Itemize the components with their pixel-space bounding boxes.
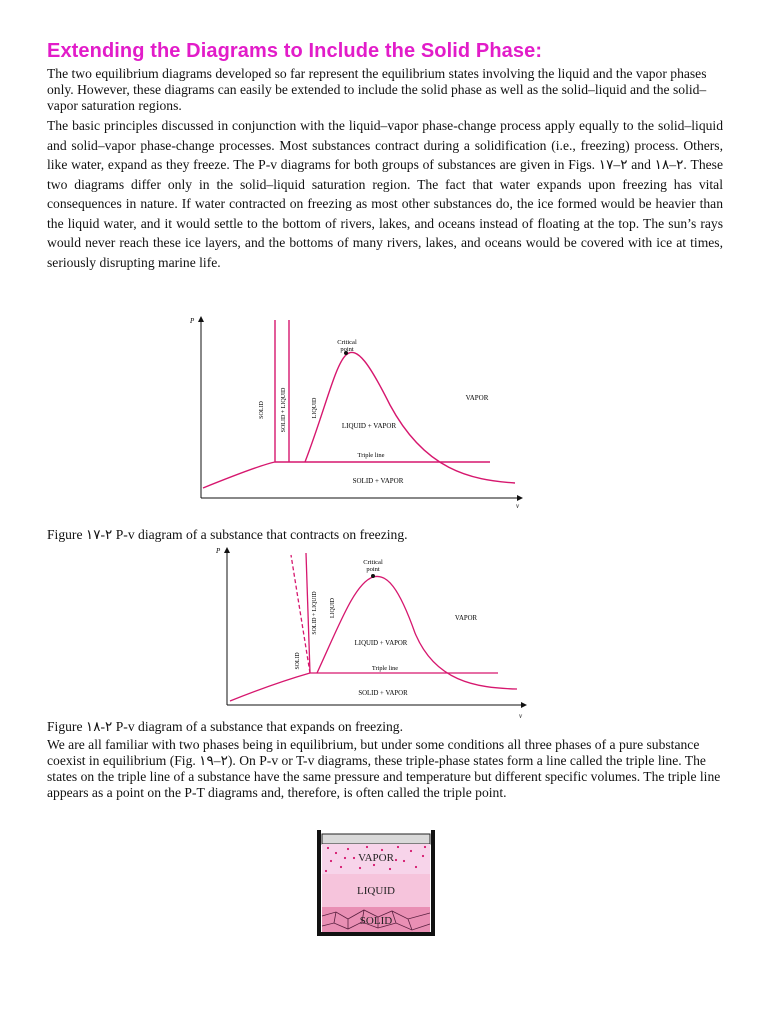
vapor-label: VAPOR [454, 615, 478, 622]
solid-liquid-label: SOLID + LIQUID [281, 387, 287, 433]
p-axis-label: P [190, 317, 195, 325]
solid-label: SOLID [259, 401, 265, 419]
critical-label: Critical [337, 339, 357, 346]
point-label: point [366, 566, 380, 573]
figure-caption-2: Figure ٢-١٨ P-v diagram of a substance that expands on freezing. [47, 719, 404, 734]
critical-label: Critical [363, 559, 383, 566]
saturation-dome [317, 576, 517, 689]
vapor-label: VAPOR [465, 394, 489, 402]
point-label: point [340, 346, 354, 353]
v-axis-arrow [517, 495, 523, 501]
liquid-vapor-label: LIQUID + VAPOR [354, 640, 408, 647]
figure-three-phases-cylinder [312, 820, 440, 940]
figure-caption-1: Figure ٢-١٧ P-v diagram of a substance that contracts on freezing. [47, 527, 408, 542]
paragraph-principles: The basic principles discussed in conjunction with the liquid–vapor phase-change process apply equally to the solid–liquid and solid–vapor phase-change processes. Most substances contract during a solidification (i.e., freezing) process. Others, like water, expand as they freeze. The P-v diagrams for both groups of substances are given in Figs. ٢–١٧ and ٢–١٨. These two diagrams differ only in the solid–liquid saturation region. The fact that water expands upon freezing has vital consequences in nature. If water contracted on freezing as most other substances do, the ice formed would be heavier than the liquid water, and it would settle to the bottom of rivers, lakes, and oceans instead of floating at the top. The sun’s rays would never reach these ice layers, and the bottoms of many rivers, lakes, and oceans would be covered with ice at times, seriously disrupting marine life. [47, 118, 723, 270]
liquid-label: LIQUID [330, 598, 336, 618]
saturation-dome [305, 352, 515, 483]
piston [322, 834, 430, 844]
v-axis-label: v [519, 712, 523, 720]
sublimation-curve [230, 673, 310, 701]
solid-label: SOLID [295, 652, 301, 670]
liquid-vapor-label: LIQUID + VAPOR [341, 422, 397, 430]
paragraph-triple-line: We are all familiar with two phases being in equilibrium, but under some conditions all three phases of a pure substance coexist in equilibrium (Fig. ٢–١٩). On P-v or T-v diagrams, these triple-phase states form a line called the triple line. The states on the triple line of a substance have the same pressure and temperature but different specific volumes. The triple line appears as a point on the P-T diagrams and, therefore, is often called the triple point. [47, 737, 721, 800]
critical-point-marker [371, 574, 375, 578]
paragraph-intro: The two equilibrium diagrams developed so far represent the equilibrium states involving the liquid and the vapor phases only. However, these diagrams can easily be extended to include the solid phase as well as the solid–liquid and the solid–vapor saturation regions. [47, 66, 707, 113]
figure-pv-expands [215, 543, 535, 721]
p-axis-arrow [224, 547, 230, 553]
solid-label: SOLID [359, 915, 393, 927]
p-axis-label: P [216, 547, 221, 555]
solid-liquid-label: SOLID + LIQUID [312, 591, 318, 635]
v-axis-arrow [521, 702, 527, 708]
triple-line-label: Triple line [357, 452, 385, 459]
sublimation-curve [203, 462, 275, 488]
section-heading: Extending the Diagrams to Include the Solid Phase: [47, 40, 543, 62]
vapor-label: VAPOR [358, 852, 394, 864]
solid-vapor-label: SOLID + VAPOR [358, 690, 408, 697]
phase-curves [203, 320, 515, 488]
p-axis-arrow [198, 316, 204, 322]
liquid-label: LIQUID [312, 397, 318, 419]
solid-vapor-label: SOLID + VAPOR [352, 477, 404, 485]
fusion-line-liquid [306, 553, 310, 673]
v-axis-label: v [516, 502, 520, 510]
figure-pv-contracts [185, 310, 535, 515]
liquid-label: LIQUID [357, 885, 395, 897]
triple-line-label: Triple line [371, 665, 399, 672]
